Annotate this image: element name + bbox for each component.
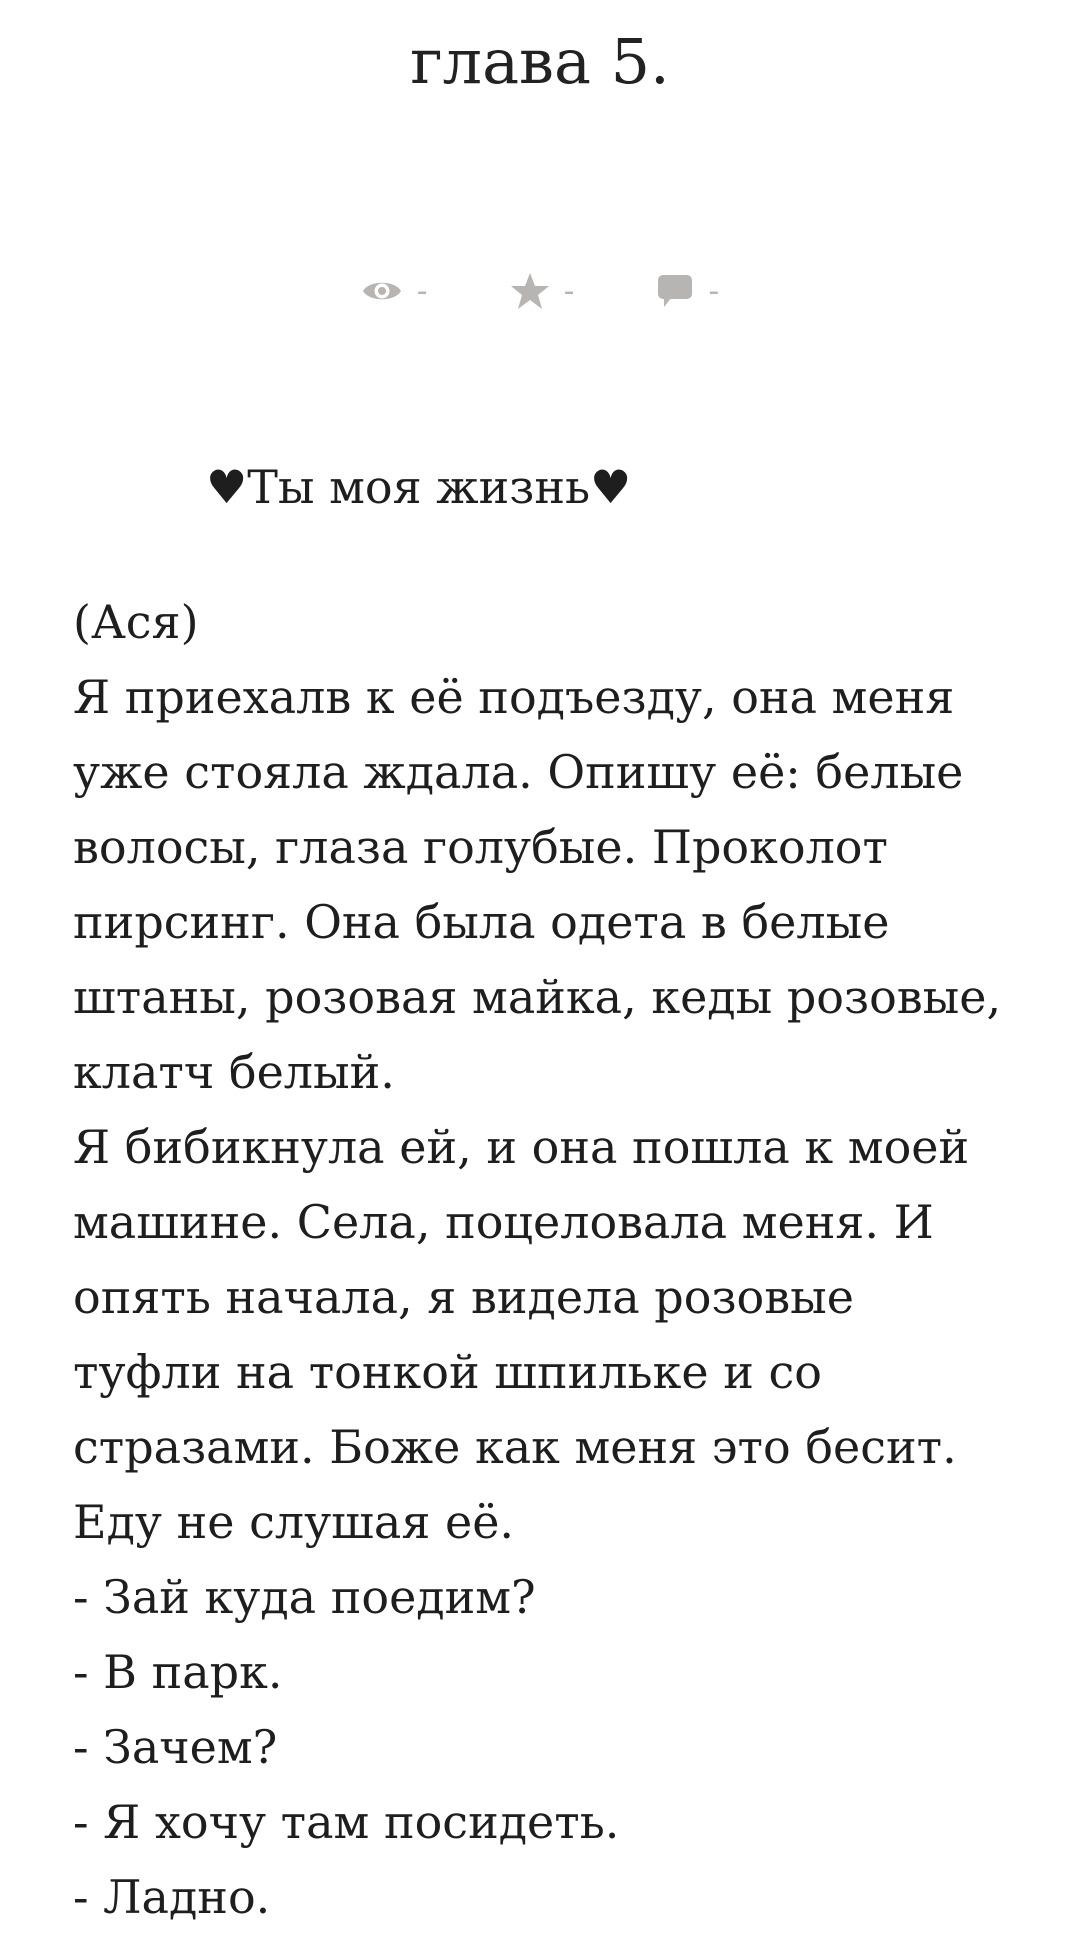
comment-icon [656, 273, 694, 309]
comments-stat [656, 272, 719, 310]
chapter-title: глава 5. [410, 25, 670, 98]
dialogue-line: - Я хочу там посидеть. [73, 1795, 620, 1849]
dialogue-line: - Зачем? [73, 1720, 278, 1774]
paragraph: Я бибикнула ей, и она пошла к моей машине. Села, поцеловала меня. И опять начала, я видела розовые туфли на тонкой шпильке и со стразами. Боже как меня это бесит. Еду не слушая её. [73, 1120, 970, 1549]
eye-icon [361, 276, 403, 306]
votes-stat [510, 272, 575, 310]
views-count: - [416, 273, 428, 309]
paragraph: (Ася) [73, 595, 199, 649]
star-icon [510, 272, 550, 310]
views-stat [361, 272, 428, 310]
paragraph: Я приехалв к её подъезду, она меня уже стояла ждала. Опишу её: белые волосы, глаза голубые. Проколот пирсинг. Она была одета в белые штаны, розовая майка, кеды розовые, клатч белый. [73, 670, 1002, 1099]
votes-count: - [563, 273, 575, 309]
chapter-stats [0, 272, 1080, 310]
comments-count: - [708, 273, 720, 309]
dedication: ♥Ты моя жизнь♥ [206, 460, 632, 514]
dialogue-line: - В парк. [73, 1645, 283, 1699]
dialogue-line: - Зай куда поедим? [73, 1570, 536, 1624]
dialogue-line: - Ладно. [73, 1870, 271, 1924]
chapter-text [73, 450, 1013, 1935]
